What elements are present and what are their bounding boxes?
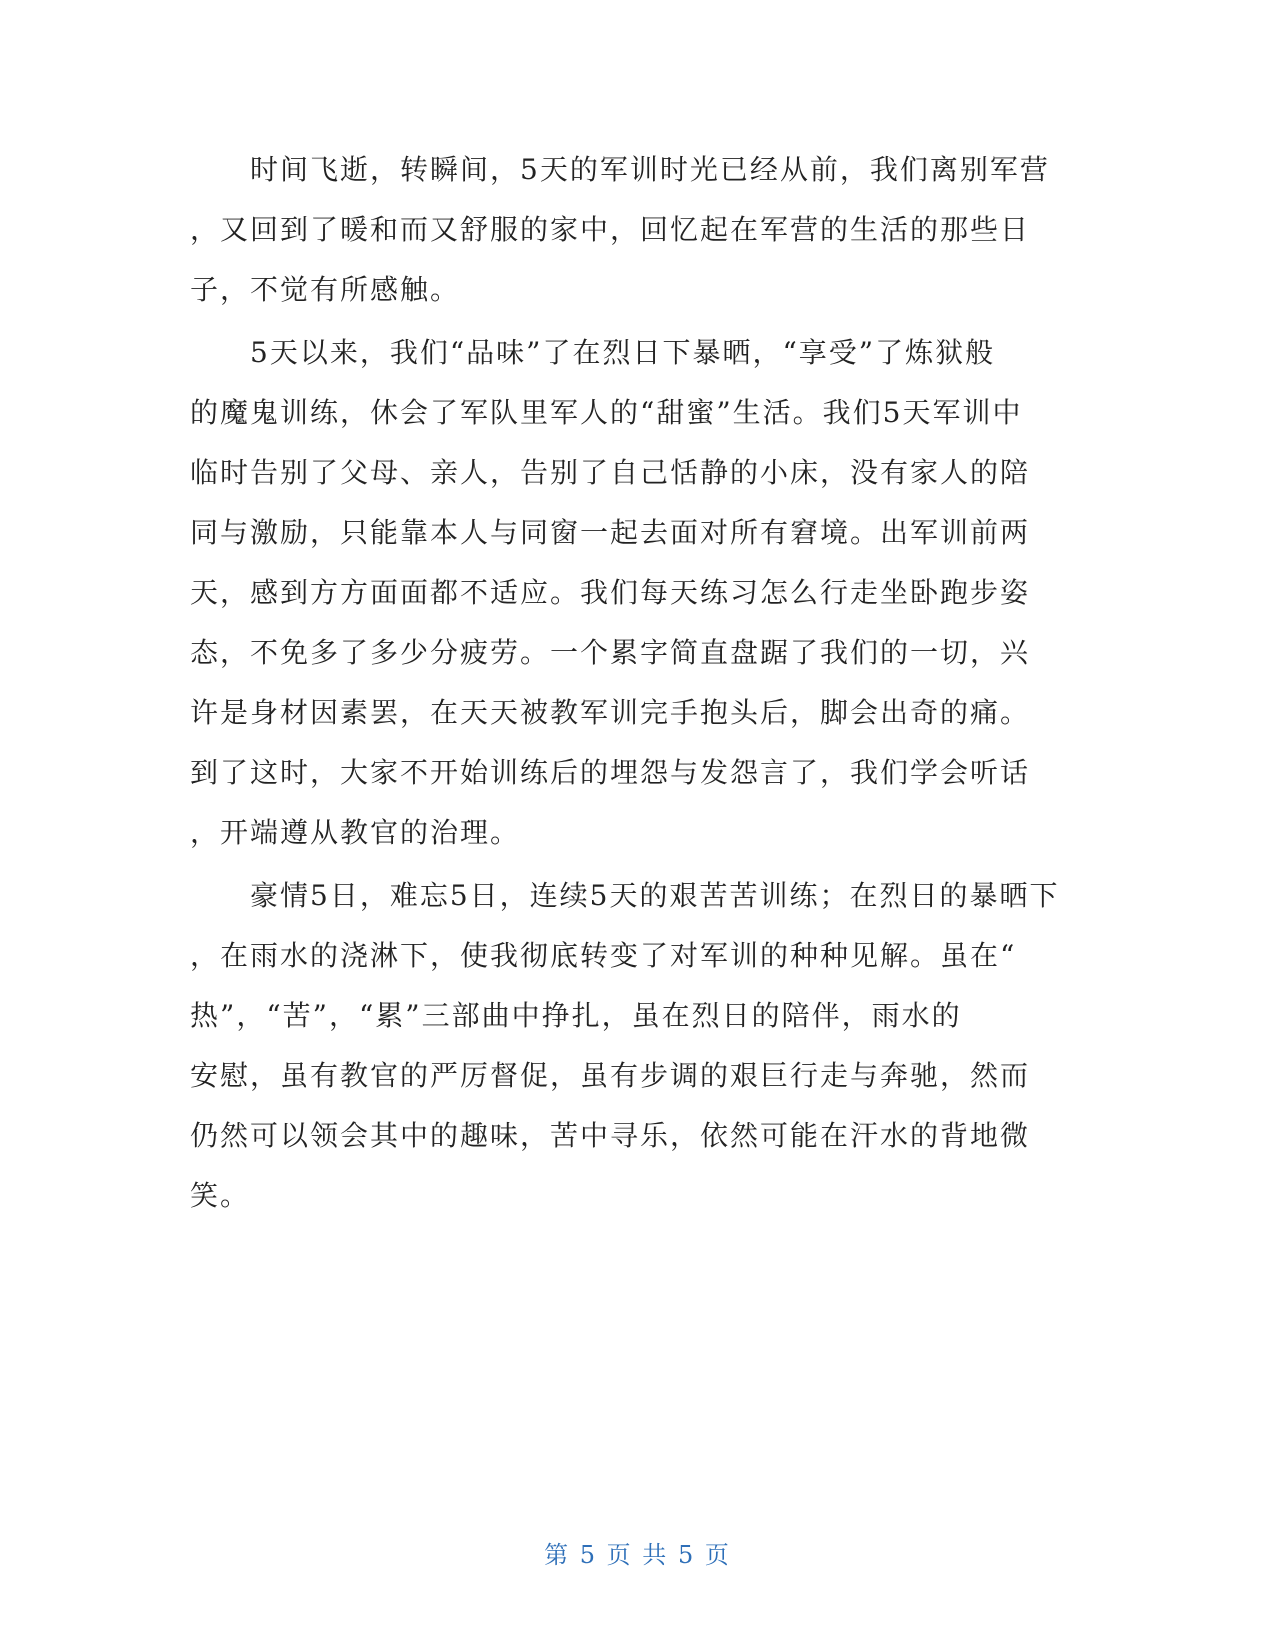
text-line: ，在雨水的浇淋下，使我彻底转变了对军训的种种见解。虽在“ [190,939,1017,972]
text-line: 热”，“苦”，“累”三部曲中挣扎，虽在烈日的陪伴，雨水的 [190,999,962,1032]
text-line: 到了这时，大家不开始训练后的埋怨与发怨言了，我们学会听话 [190,756,1031,789]
text-line: 的魔鬼训练，休会了军队里军人的“甜蜜”生活。我们5天军训中 [190,396,1023,429]
text-line: 子，不觉有所感触。 [190,273,461,306]
paragraph-2 [190,323,1060,863]
text-line: 5天以来，我们“品味”了在烈日下暴晒，“享受”了炼狱般 [190,336,996,369]
page-number-footer: 第 5 页 共 5 页 [544,1541,731,1569]
paragraph-1 [190,140,1060,320]
text-line: 安慰，虽有教官的严厉督促，虽有步调的艰巨行走与奔驰，然而 [190,1059,1031,1092]
text-line: 态，不免多了多少分疲劳。一个累字简直盘踞了我们的一切，兴 [190,636,1031,669]
text-line: 许是身材因素罢，在天天被教军训完手抱头后，脚会出奇的痛。 [190,696,1031,729]
text-line: 天，感到方方面面都不适应。我们每天练习怎么行走坐卧跑步姿 [190,576,1031,609]
text-line: 时间飞逝，转瞬间，5天的军训时光已经从前，我们离别军营 [190,153,1050,186]
text-line: ，又回到了暖和而又舒服的家中，回忆起在军营的生活的那些日 [190,213,1031,246]
text-line: 豪情5日，难忘5日，连续5天的艰苦苦训练；在烈日的暴晒下 [190,879,1060,912]
text-line: 同与激励，只能靠本人与同窗一起去面对所有窘境。出军训前两 [190,516,1031,549]
text-line: 临时告别了父母、亲人，告别了自己恬静的小床，没有家人的陪 [190,456,1031,489]
paragraph-3 [190,866,1060,1226]
text-line: ，开端遵从教官的治理。 [190,816,521,849]
text-line: 仍然可以领会其中的趣味，苦中寻乐，依然可能在汗水的背地微 [190,1119,1031,1152]
document-body [190,140,1060,1229]
text-line: 笑。 [190,1179,251,1212]
